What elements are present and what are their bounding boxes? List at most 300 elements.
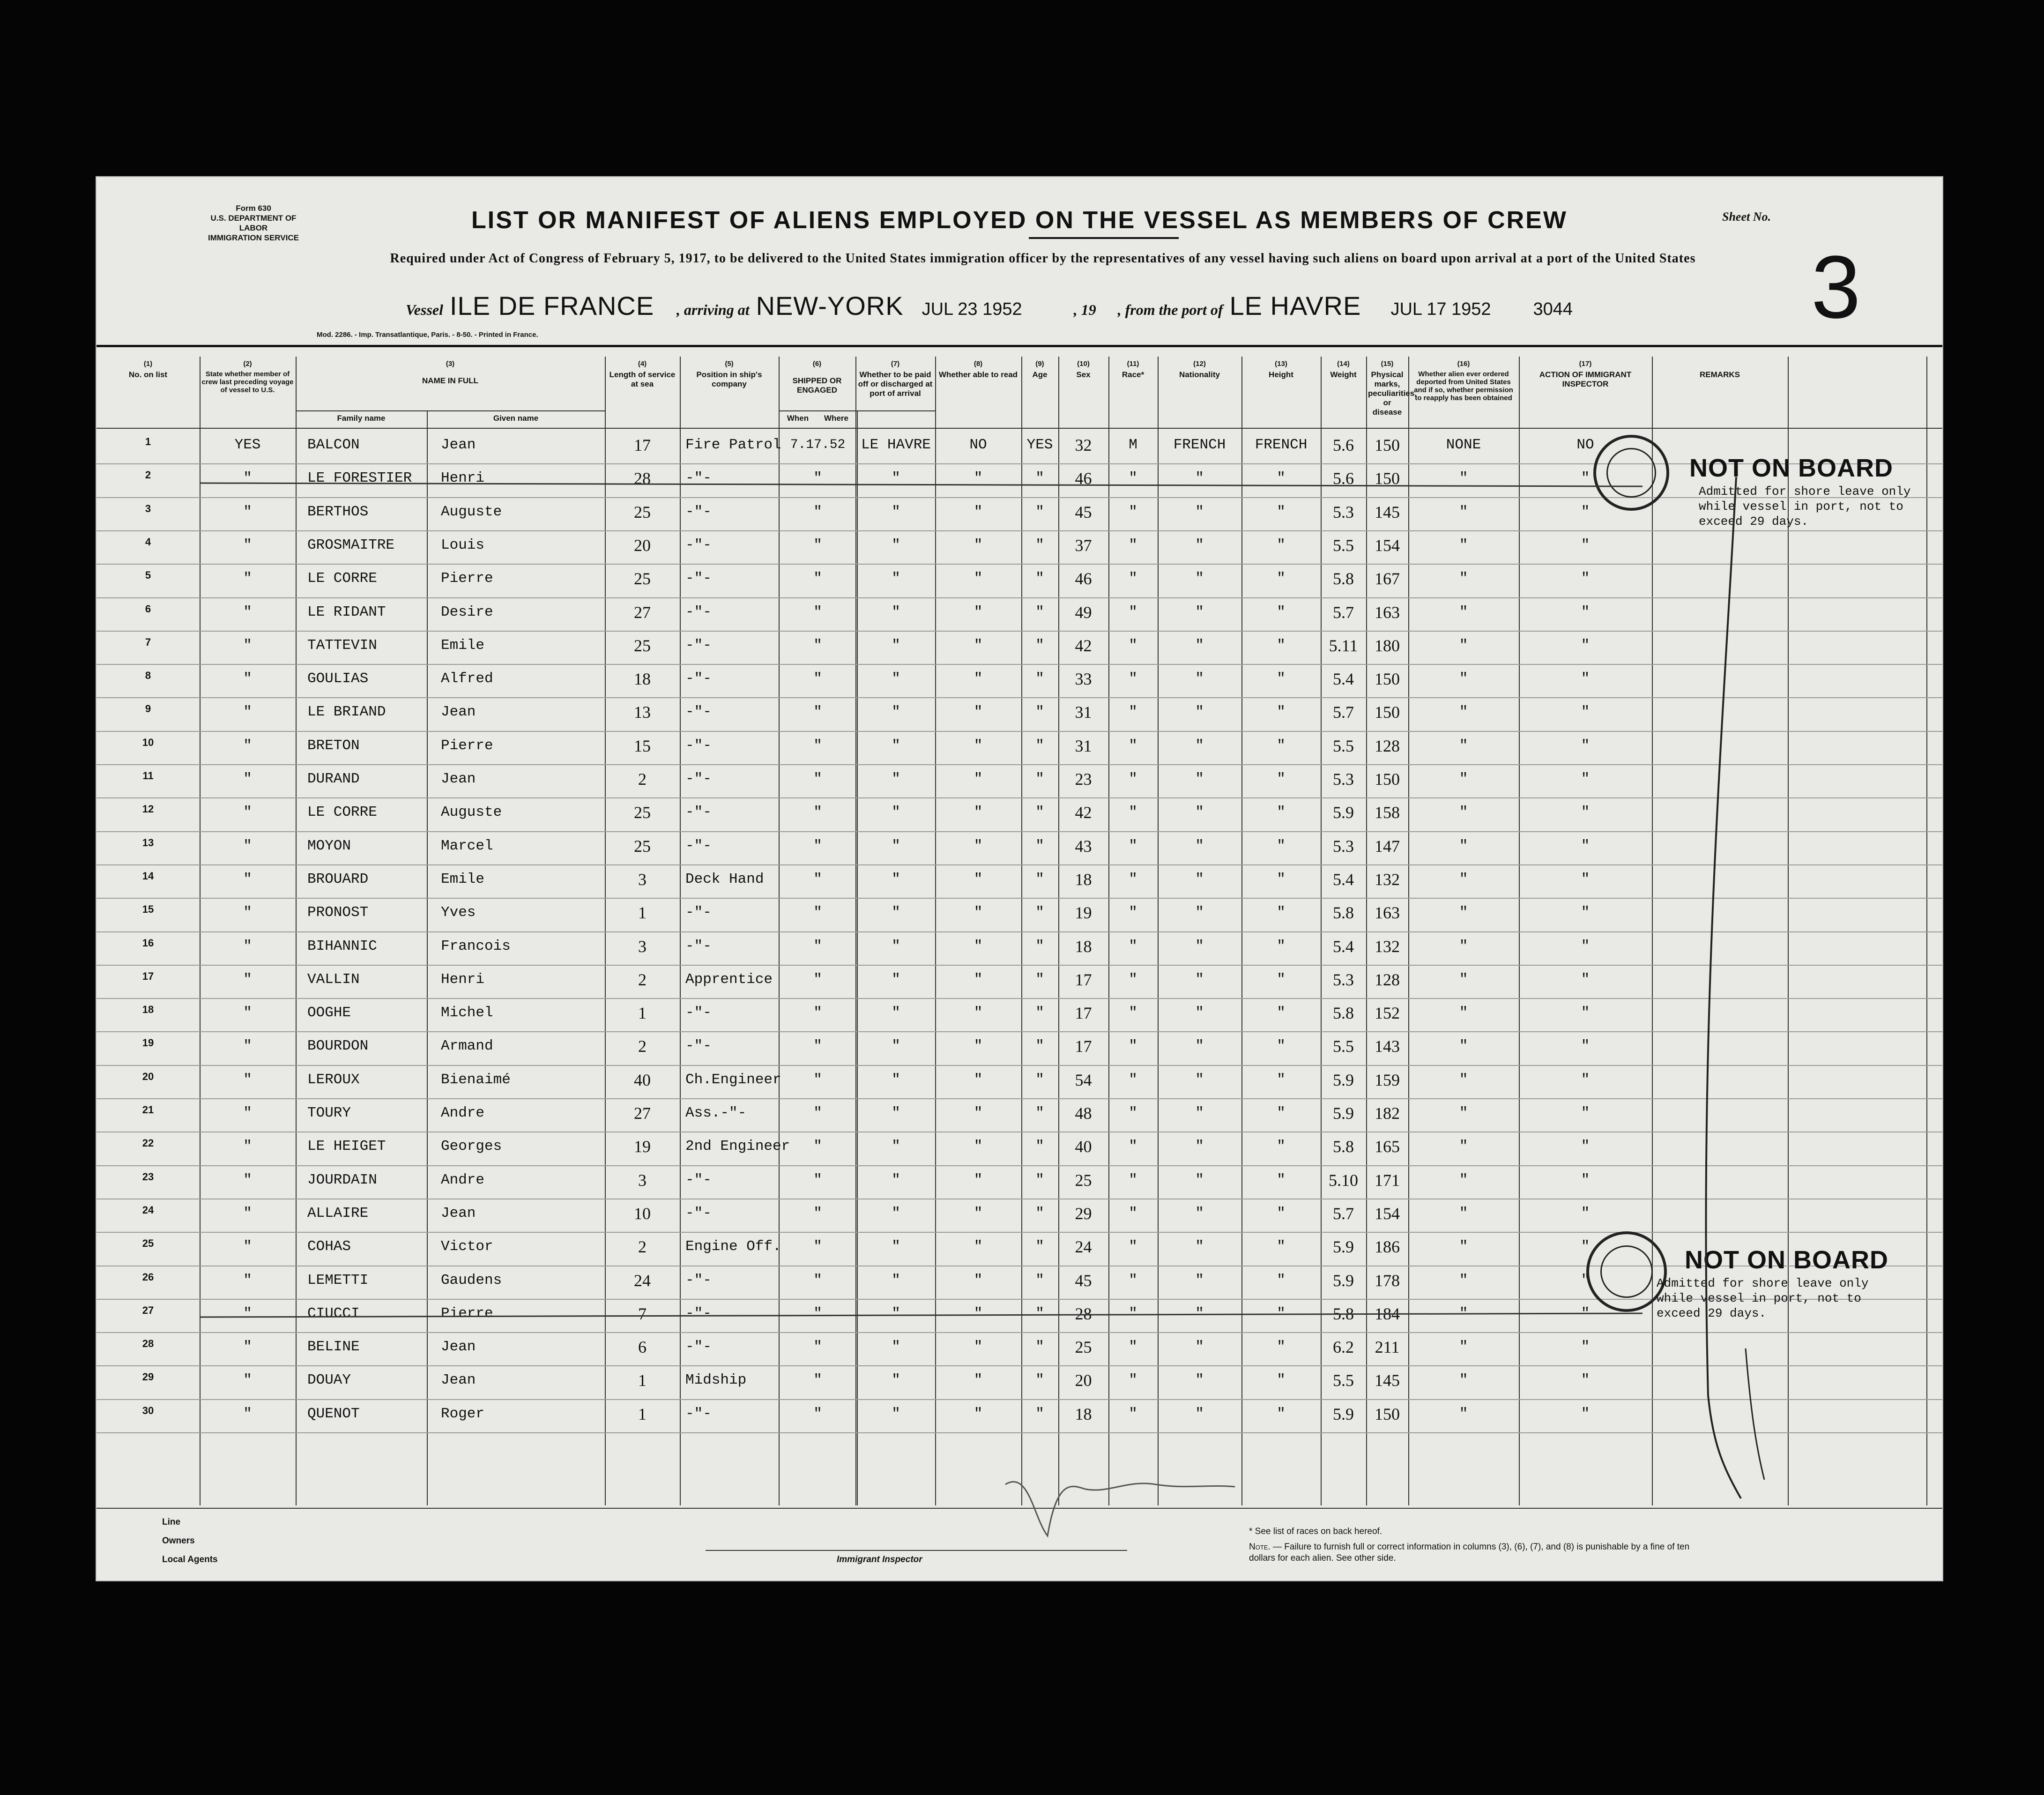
column-header: NAME IN FULL [422, 376, 478, 385]
cell-paid-off: " [974, 804, 983, 821]
cell-crew-previous: " [243, 971, 252, 988]
cell-paid-off: " [974, 1272, 983, 1289]
cell-weight: 132 [1375, 870, 1400, 889]
cell-no: 21 [142, 1104, 154, 1116]
inspector-label: Immigrant Inspector [837, 1555, 922, 1564]
cell-age: 24 [1075, 1237, 1092, 1257]
cell-read: " [1035, 1071, 1044, 1088]
cell-deported: " [1581, 837, 1590, 854]
cell-family: JOURDAIN [307, 1171, 377, 1188]
cell-given: Jean [441, 1372, 476, 1389]
cell-deported: " [1581, 1339, 1590, 1356]
form-subtitle: Required under Act of Congress of February 5, 1917, to be delivered to the United States immigration officer by the representatives of any vessel having such aliens on board upon arrival at a port of the United States [390, 251, 1696, 266]
cell-nationality: " [1277, 1305, 1286, 1322]
cell-where: " [892, 670, 900, 687]
cell-when: " [813, 470, 822, 487]
cell-given: Auguste [441, 804, 502, 821]
cell-paid-off: " [974, 771, 983, 787]
cell-age: 25 [1075, 1338, 1092, 1357]
cell-age: 18 [1075, 870, 1092, 889]
arriving-port: NEW-YORK [756, 291, 904, 320]
column-header: SHIPPED OR ENGAGED [792, 376, 842, 395]
cell-when: " [813, 1238, 822, 1255]
cell-read: " [1035, 1405, 1044, 1422]
cell-paid-off: " [974, 837, 983, 854]
cell-race: " [1195, 1105, 1204, 1121]
cell-given: Roger [441, 1405, 485, 1422]
cell-crew-previous: YES [234, 437, 261, 453]
cell-sex: " [1129, 1138, 1137, 1155]
cell-sex: " [1129, 1205, 1137, 1221]
inspector-signature [1005, 1482, 1235, 1536]
cell-nationality: " [1277, 1205, 1286, 1221]
cell-height: 5.8 [1333, 1137, 1354, 1156]
cell-nationality: " [1277, 1238, 1286, 1255]
cell-paid-off: " [974, 938, 983, 954]
cell-no: 7 [145, 636, 151, 648]
column-number: (11) [1127, 360, 1139, 368]
cell-when: " [813, 837, 822, 854]
column-header: Race* [1122, 370, 1145, 379]
cell-position: Ass.-"- [685, 1105, 747, 1121]
cell-crew-previous: " [243, 670, 252, 687]
sheet-number-label: Sheet No. [1722, 210, 1771, 223]
cell-family: TATTEVIN [307, 637, 377, 654]
cell-age: 29 [1075, 1204, 1092, 1223]
cell-crew-previous: " [243, 1238, 252, 1255]
cell-height: 5.8 [1333, 1304, 1354, 1323]
cell-marks: " [1459, 637, 1468, 654]
cell-sex: " [1129, 637, 1137, 654]
cell-read: " [1035, 1305, 1044, 1322]
cell-marks: " [1459, 938, 1468, 954]
cell-deported: " [1581, 1405, 1590, 1422]
cell-read: " [1035, 1038, 1044, 1055]
cell-family: GOULIAS [307, 670, 369, 687]
cell-sex: " [1129, 837, 1137, 854]
cell-marks: " [1459, 971, 1468, 988]
cell-when: " [813, 1005, 822, 1021]
cell-deported: " [1581, 1071, 1590, 1088]
cell-where: " [892, 971, 900, 988]
cell-deported: " [1581, 971, 1590, 988]
cell-race: " [1195, 1038, 1204, 1055]
cell-family: BELINE [307, 1339, 360, 1356]
cell-given: Pierre [441, 1305, 493, 1322]
column-number: (10) [1077, 360, 1090, 368]
cell-paid-off: " [974, 1171, 983, 1188]
cell-family: BOURDON [307, 1038, 369, 1055]
cell-marks: " [1459, 603, 1468, 620]
cell-paid-off: " [974, 904, 983, 921]
cell-sex: " [1129, 603, 1137, 620]
cell-weight: 180 [1375, 636, 1400, 655]
cell-crew-previous: " [243, 1205, 252, 1221]
cell-service: 2 [638, 970, 647, 989]
cell-age: 18 [1075, 1404, 1092, 1423]
cell-where: " [892, 1272, 900, 1289]
cell-age: 23 [1075, 770, 1092, 789]
cell-nationality: " [1277, 1138, 1286, 1155]
form-number: Form 630 [236, 204, 271, 213]
cell-weight: 145 [1375, 502, 1400, 521]
cell-position: Deck Hand [685, 871, 764, 887]
cell-crew-previous: " [243, 1339, 252, 1356]
cell-when: " [813, 1272, 822, 1289]
cell-no: 6 [145, 603, 151, 615]
cell-position: -"- [685, 1405, 712, 1422]
vessel-label: Vessel [406, 301, 443, 318]
cell-service: 2 [638, 1237, 647, 1257]
cell-weight: 211 [1375, 1338, 1400, 1357]
cell-position: -"- [685, 1005, 712, 1021]
cell-weight: 159 [1375, 1070, 1400, 1089]
cell-race: " [1195, 1305, 1204, 1322]
owners-label: Owners [162, 1536, 195, 1546]
cell-sex: " [1129, 1238, 1137, 1255]
column-number: (3) [446, 360, 455, 368]
cell-nationality: " [1277, 737, 1286, 754]
cell-race: " [1195, 871, 1204, 887]
cell-height: 5.8 [1333, 1004, 1354, 1023]
cell-when: " [813, 1105, 822, 1121]
cell-when: " [813, 1339, 822, 1356]
cell-crew-previous: " [243, 1071, 252, 1088]
column-header: Sex [1076, 370, 1091, 379]
cell-when: " [813, 570, 822, 587]
cell-given: Michel [441, 1005, 493, 1021]
cell-where: " [892, 871, 900, 887]
cell-paid-off: " [974, 737, 983, 754]
cell-height: 5.9 [1333, 1237, 1354, 1257]
cell-age: 49 [1075, 603, 1092, 622]
arriving-label: , arriving at [676, 301, 750, 318]
cell-crew-previous: " [243, 938, 252, 954]
cell-given: Jean [441, 437, 476, 453]
not-on-board-stamp-2: NOT ON BOARD [1685, 1246, 1888, 1274]
cell-age: 28 [1075, 1304, 1092, 1323]
cell-marks: " [1459, 1071, 1468, 1088]
cell-paid-off: " [974, 871, 983, 887]
cell-service: 1 [638, 903, 647, 923]
cell-sex: " [1129, 570, 1137, 587]
cell-marks: " [1459, 470, 1468, 487]
cell-when: " [813, 1372, 822, 1389]
column-header: State whether member of crew last preceding voyage of vessel to U.S. [201, 370, 294, 394]
cell-sex: " [1129, 1038, 1137, 1055]
cell-no: 12 [142, 803, 154, 815]
cell-nationality: " [1277, 804, 1286, 821]
cell-given: Pierre [441, 737, 493, 754]
cell-age: 45 [1075, 1271, 1092, 1290]
cell-race: " [1195, 1405, 1204, 1422]
cell-position: -"- [685, 804, 712, 821]
cell-read: " [1035, 670, 1044, 687]
cell-weight: 128 [1375, 736, 1400, 755]
cell-position: -"- [685, 536, 712, 553]
from-port: LE HAVRE [1229, 291, 1361, 320]
cell-given: Marcel [441, 837, 493, 854]
cell-given: Henri [441, 971, 485, 988]
cell-position: 2nd Engineer [685, 1138, 790, 1155]
cell-height: 5.4 [1333, 870, 1354, 889]
cell-marks: " [1459, 871, 1468, 887]
cell-read: " [1035, 1272, 1044, 1289]
cell-where: " [892, 1238, 900, 1255]
cell-sex: " [1129, 1272, 1137, 1289]
cell-no: 27 [142, 1304, 154, 1316]
cell-service: 17 [634, 436, 651, 454]
cell-race: " [1195, 771, 1204, 787]
cell-crew-previous: " [243, 1138, 252, 1155]
printer-line: Mod. 2286. - Imp. Transatlantique, Paris. - 8-50. - Printed in France. [317, 331, 538, 339]
cell-where: " [892, 536, 900, 553]
cell-deported: " [1581, 470, 1590, 487]
cell-nationality: " [1277, 704, 1286, 721]
cell-sex: " [1129, 1171, 1137, 1188]
cell-nationality: " [1277, 470, 1286, 487]
cell-read: " [1035, 737, 1044, 754]
cell-race: " [1195, 603, 1204, 620]
cell-height: 6.2 [1333, 1338, 1354, 1357]
cell-deported: " [1581, 1171, 1590, 1188]
cell-given: Auguste [441, 503, 502, 520]
cell-where: " [892, 737, 900, 754]
cell-no: 22 [142, 1137, 154, 1149]
cell-marks: " [1459, 536, 1468, 553]
column-number: (13) [1275, 360, 1287, 368]
fine-note [1249, 1542, 1717, 1564]
cell-nationality: " [1277, 503, 1286, 520]
cell-height: 5.4 [1333, 670, 1354, 689]
column-number: (4) [638, 360, 647, 368]
cell-crew-previous: " [243, 637, 252, 654]
cell-position: -"- [685, 938, 712, 954]
cell-when: " [813, 1071, 822, 1088]
cell-family: LE CORRE [307, 570, 377, 587]
cell-race: " [1195, 1272, 1204, 1289]
cell-deported: " [1581, 804, 1590, 821]
cell-service: 2 [638, 1037, 647, 1056]
cell-family: COHAS [307, 1238, 351, 1255]
cell-sex: " [1129, 1005, 1137, 1021]
cell-crew-previous: " [243, 503, 252, 520]
cell-given: Francois [441, 938, 511, 954]
cell-weight: 154 [1375, 536, 1400, 555]
cell-position: -"- [685, 837, 712, 854]
cell-nationality: FRENCH [1255, 437, 1308, 453]
cell-race: " [1195, 1171, 1204, 1188]
cell-service: 1 [638, 1371, 647, 1390]
cell-when: " [813, 1205, 822, 1221]
cell-age: 20 [1075, 1371, 1092, 1390]
cell-deported: " [1581, 871, 1590, 887]
cell-paid-off: " [974, 1372, 983, 1389]
cell-deported: " [1581, 704, 1590, 721]
cell-nationality: " [1277, 1405, 1286, 1422]
cell-nationality: " [1277, 637, 1286, 654]
cell-crew-previous: " [243, 1105, 252, 1121]
cell-crew-previous: " [243, 1372, 252, 1389]
cell-where: " [892, 637, 900, 654]
cell-age: 17 [1075, 970, 1092, 989]
cell-age: 31 [1075, 703, 1092, 722]
cell-age: 42 [1075, 803, 1092, 822]
cell-height: 5.9 [1333, 803, 1354, 822]
races-note: * See list of races on back hereof. [1249, 1527, 1382, 1536]
cell-no: 26 [142, 1271, 154, 1283]
cell-race: " [1195, 470, 1204, 487]
cell-service: 18 [634, 670, 651, 689]
cell-marks: " [1459, 1105, 1468, 1121]
cell-nationality: " [1277, 938, 1286, 954]
cell-read: " [1035, 536, 1044, 553]
cell-height: 5.9 [1333, 1104, 1354, 1123]
cell-given: Louis [441, 536, 485, 553]
cell-when: " [813, 637, 822, 654]
cell-marks: " [1459, 1372, 1468, 1389]
cell-where: " [892, 704, 900, 721]
cell-when: " [813, 771, 822, 787]
cell-service: 1 [638, 1004, 647, 1023]
cell-no: 24 [142, 1204, 154, 1216]
cell-weight: 150 [1375, 436, 1400, 454]
cell-position: Engine Off. [685, 1238, 781, 1255]
cell-when: " [813, 737, 822, 754]
cell-race: " [1195, 938, 1204, 954]
cell-marks: " [1459, 1339, 1468, 1356]
cell-race: " [1195, 570, 1204, 587]
cell-no: 1 [145, 436, 151, 447]
cell-family: LE CORRE [307, 804, 377, 821]
cell-no: 23 [142, 1170, 154, 1183]
cell-marks: " [1459, 1005, 1468, 1021]
cell-paid-off: " [974, 503, 983, 520]
cell-deported: " [1581, 570, 1590, 587]
cell-nationality: " [1277, 1105, 1286, 1121]
cell-where: " [892, 1305, 900, 1322]
cell-nationality: " [1277, 570, 1286, 587]
cell-marks: " [1459, 1038, 1468, 1055]
cell-paid-off: " [974, 1405, 983, 1422]
cell-no: 11 [142, 770, 154, 782]
column-header: Age [1032, 370, 1048, 379]
cell-paid-off: " [974, 1071, 983, 1088]
cell-where: " [892, 837, 900, 854]
cell-deported: " [1581, 1005, 1590, 1021]
cell-age: 40 [1075, 1137, 1092, 1156]
cell-sex: " [1129, 670, 1137, 687]
cell-deported: " [1581, 938, 1590, 954]
cell-height: 5.8 [1333, 569, 1354, 588]
cell-sex: " [1129, 470, 1137, 487]
cell-service: 25 [634, 502, 651, 521]
cell-family: BRETON [307, 737, 360, 754]
cell-when: " [813, 871, 822, 887]
cell-family: TOURY [307, 1105, 351, 1121]
cell-no: 20 [142, 1070, 154, 1082]
cell-height: 5.6 [1333, 436, 1354, 454]
cell-paid-off: " [974, 1305, 983, 1322]
cell-height: 5.8 [1333, 903, 1354, 923]
cell-position: -"- [685, 1339, 712, 1356]
cell-family: LE FORESTIER [307, 470, 412, 487]
cell-marks: " [1459, 1272, 1468, 1289]
cell-where: " [892, 1205, 900, 1221]
cell-weight: 150 [1375, 703, 1400, 722]
cell-nationality: " [1277, 603, 1286, 620]
cell-read: " [1035, 871, 1044, 887]
cell-marks: " [1459, 1171, 1468, 1188]
cell-family: MOYON [307, 837, 351, 854]
cell-position: -"- [685, 1038, 712, 1055]
cell-family: BIHANNIC [307, 938, 377, 954]
cell-deported: " [1581, 1138, 1590, 1155]
cell-age: 31 [1075, 736, 1092, 755]
cell-position: Ch.Engineer [685, 1071, 781, 1088]
column-number: (2) [243, 360, 252, 368]
cell-given: Alfred [441, 670, 493, 687]
column-header: Nationality [1179, 370, 1220, 379]
column-header: Whether alien ever ordered deported from United States and if so, whether permission to reapply has been obtained [1414, 370, 1513, 402]
year-label: , 19 [1073, 301, 1096, 318]
cell-given: Pierre [441, 570, 493, 587]
cell-when: " [813, 904, 822, 921]
column-number: (16) [1457, 360, 1470, 368]
cell-weight: 150 [1375, 1404, 1400, 1423]
cell-age: 17 [1075, 1004, 1092, 1023]
cell-where: " [892, 570, 900, 587]
column-subheader: Where [824, 414, 848, 423]
cell-where: " [892, 1005, 900, 1021]
cell-service: 6 [638, 1338, 647, 1357]
cell-crew-previous: " [243, 570, 252, 587]
cell-paid-off: " [974, 637, 983, 654]
cell-read: " [1035, 1138, 1044, 1155]
cell-sex: " [1129, 1305, 1137, 1322]
cell-no: 25 [142, 1237, 154, 1250]
cell-given: Gaudens [441, 1272, 502, 1289]
cell-when: 7.17.52 [790, 438, 846, 452]
cell-service: 13 [634, 703, 651, 722]
cell-read: " [1035, 1372, 1044, 1389]
cell-age: 37 [1075, 536, 1092, 555]
cell-family: LE HEIGET [307, 1138, 386, 1155]
cell-nationality: " [1277, 771, 1286, 787]
cell-height: 5.3 [1333, 970, 1354, 989]
inspector-markings [97, 177, 1942, 1580]
cell-given: Jean [441, 1339, 476, 1356]
cell-race: " [1195, 503, 1204, 520]
cell-position: -"- [685, 737, 712, 754]
cell-no: 28 [142, 1338, 154, 1350]
departure-date: JUL 17 1952 [1390, 299, 1491, 319]
cell-height: 5.3 [1333, 502, 1354, 521]
cell-height: 5.7 [1333, 603, 1354, 622]
cell-position: Midship [685, 1372, 747, 1389]
from-port-label: , from the port of [1117, 301, 1223, 318]
cell-weight: 145 [1375, 1371, 1400, 1390]
cell-weight: 171 [1375, 1170, 1400, 1190]
cell-family: CIUCCI [307, 1305, 360, 1322]
cell-position: Apprentice [685, 971, 773, 988]
cell-race: " [1195, 704, 1204, 721]
column-header: Whether able to read [938, 370, 1018, 379]
cell-race: " [1195, 637, 1204, 654]
cell-height: 5.3 [1333, 836, 1354, 856]
cell-deported: " [1581, 1272, 1590, 1289]
cell-paid-off: " [974, 1205, 983, 1221]
